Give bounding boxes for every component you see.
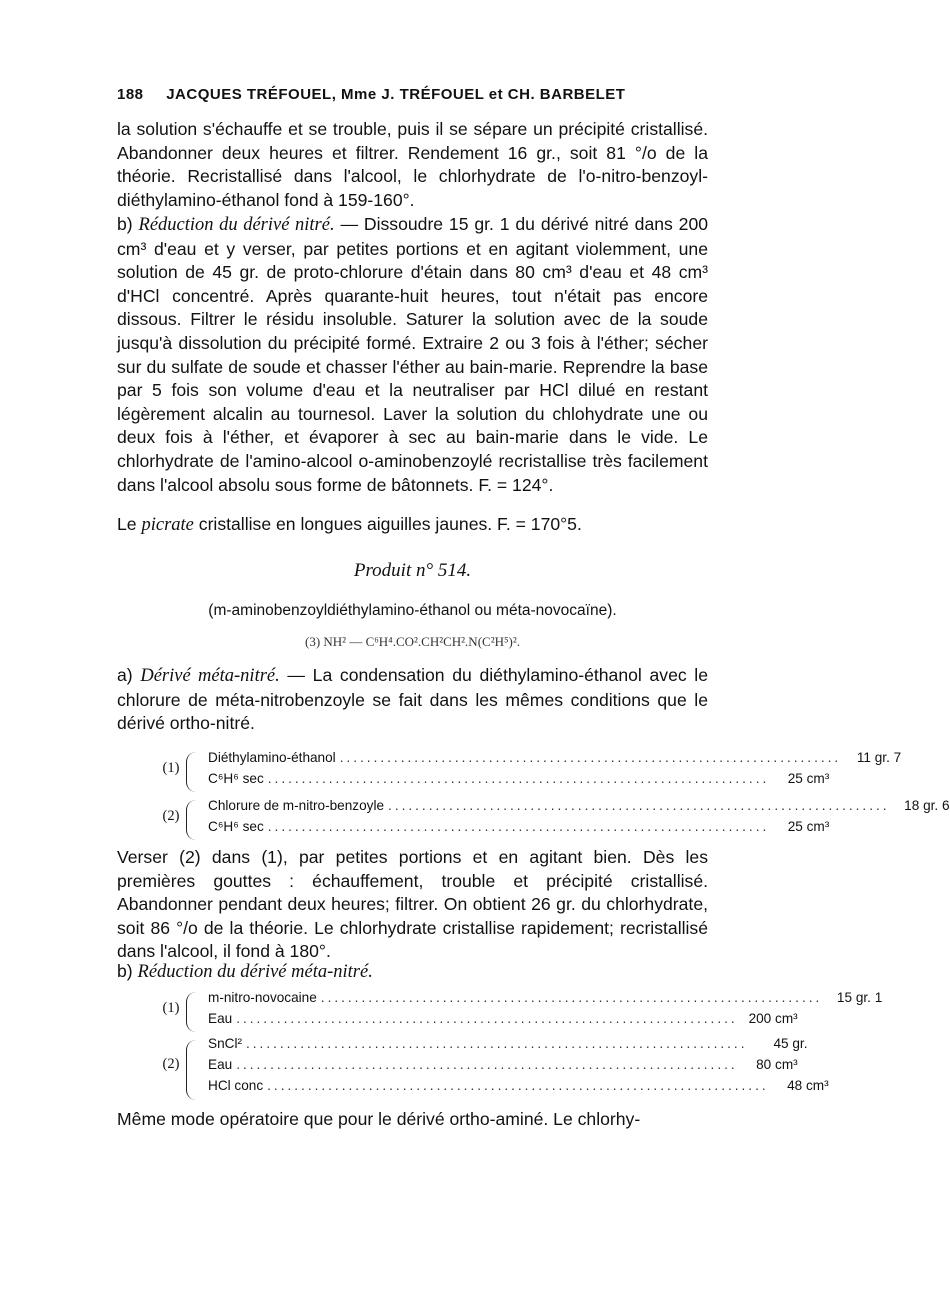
section-label: b) <box>117 961 133 981</box>
section-label: b) <box>117 214 133 234</box>
recipe-row: Diéthylamino-éthanol .......................................................................... 11 gr. 7 <box>208 750 902 765</box>
section-text: — La condensation du diéthylamino-éthanol avec le chlorure de méta-nitrobenzoyle se fait dans les mêmes conditions que le dérivé ortho-nitré. <box>117 665 709 734</box>
paragraph-verser: Verser (2) dans (1), par petites portions et en agitant bien. Dès les premières gouttes : échauffement, trouble et précipité cristallisé. Abandonner pendant deux heures; filtrer. On obtient 26 gr. du chlorhydrate, soit 86 °/o de la théorie. Le chlorhydrate cristallise rapidement; recristallisé dans l'alcool, il fond à 180°. <box>117 847 708 962</box>
recipe-row: Eau .......................................................................... 80 cm³ <box>208 1057 798 1072</box>
picrate-text: cristallise en longues aiguilles jaunes. F. = 170°5. <box>198 514 582 534</box>
paragraph-picrate <box>117 513 708 538</box>
recipe-row: SnCl² .......................................................................... 45 gr. <box>208 1036 808 1051</box>
picrate-heading: picrate <box>141 515 194 535</box>
recipe-number: (2) <box>162 1056 180 1072</box>
recipe-number: (1) <box>162 1000 180 1016</box>
recipe-row: C⁶H⁶ sec .......................................................................... 25 cm³ <box>208 771 830 786</box>
product-formula: (3) NH² — C⁶H⁴.CO².CH²CH².N(C²H⁵)². <box>304 634 520 649</box>
recipe-row: C⁶H⁶ sec .......................................................................... 25 cm³ <box>208 819 830 834</box>
paragraph-meta-nitre <box>117 664 708 736</box>
brace <box>186 1040 201 1100</box>
section-label: a) <box>117 665 133 685</box>
recipe-table-1 <box>160 750 950 840</box>
running-header <box>117 86 677 103</box>
section-heading: Réduction du dérivé méta-nitré. <box>137 962 373 982</box>
section-heading: Dérivé méta-nitré. <box>140 666 280 686</box>
recipe-row: HCl conc .......................................................................... 48 cm³ <box>208 1078 829 1093</box>
paragraph-1: la solution s'échauffe et se trouble, puis il se sépare un précipité cristallisé. Abandonner deux heures et filtrer. Rendement 16 gr., soit 81 °/o de la théorie. Recristallisé dans l'alcool, le chlorhydrate de l'o-nitro-benzoyl-diéthylamino-éthanol fond à 159-160°. <box>117 119 708 210</box>
paragraph-final: Même mode opératoire que pour le dérivé ortho-aminé. Le chlorhy- <box>117 1109 641 1129</box>
section-text: — Dissoudre 15 gr. 1 du dérivé nitré dans 200 cm³ d'eau et y verser, par petites portions et en agitant violemment, une solution de 45 gr. de proto-chlorure d'étain dans 80 cm³ d'eau et 48 cm³ d'HCl concentré. Après quarante-huit heures, tout n'était pas encore dissous. Filtrer le résidu insoluble. Saturer la solution avec de la soude jusqu'à dissolution du précipité formé. Extraire 2 ou 3 fois à l'éther; sécher sur du sulfate de soude et chasser l'éther au bain-marie. Reprendre la base par 5 fois son volume d'eau et la neutraliser par HCl dilué en restant légèrement alcalin au tournesol. Laver la solution du chlohydrate une ou deux fois à l'éther, et évaporer à sec au bain-marie dans le vide. Le chlorhydrate de l'amino-alcool o-aminobenzoylé recristallise très facilement dans l'alcool absolu sous forme de bâtonnets. F. = 124°. <box>117 214 709 495</box>
recipe-row: m-nitro-novocaine .......................................................................... 15 gr. 1 <box>208 990 883 1005</box>
recipe-row: Chlorure de m-nitro-benzoyle .......................................................................... 18 gr. 6 <box>208 798 950 813</box>
recipe-row: Eau .......................................................................... 200 cm³ <box>208 1011 798 1026</box>
page-number: 188 <box>117 86 144 103</box>
section-heading: Réduction du dérivé nitré. <box>138 215 335 235</box>
brace <box>186 992 201 1032</box>
brace <box>186 800 201 840</box>
product-title: Produit n° 514. <box>353 560 472 581</box>
recipe-number: (1) <box>162 760 180 776</box>
brace <box>186 752 201 792</box>
picrate-lead: Le <box>117 514 137 534</box>
paragraph-reduction-nitre <box>117 213 708 497</box>
recipe-table-2 <box>160 990 883 1095</box>
recipe-number: (2) <box>162 808 180 824</box>
running-title: JACQUES TRÉFOUEL, Mme J. TRÉFOUEL et CH. BARBELET <box>166 86 626 103</box>
product-subtitle: (m-aminobenzoyldiéthylamino-éthanol ou méta-novocaïne). <box>208 602 617 619</box>
paragraph-reduction-meta <box>117 960 708 985</box>
